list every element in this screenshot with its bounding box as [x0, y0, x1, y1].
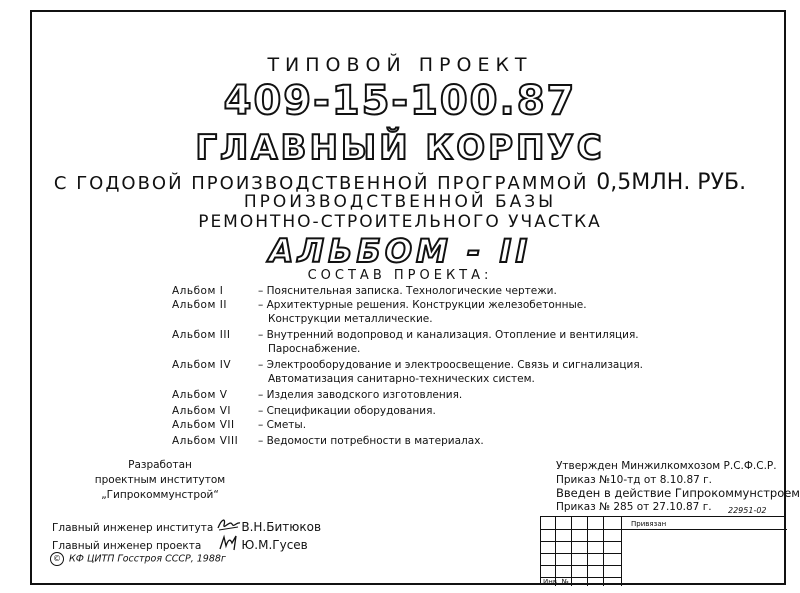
- subtitle-amount: 0,5МЛН. РУБ.: [596, 170, 747, 195]
- album-label: Альбом VII: [172, 419, 235, 431]
- copyright-line: [50, 552, 226, 566]
- list-item: [172, 284, 732, 298]
- album-label: Альбом V: [172, 389, 228, 401]
- stamp-inventory-label: Инв. №: [543, 578, 569, 586]
- album-description: Автоматизация санитарно-технических систем.: [268, 373, 535, 385]
- developer-line: проектным институтом: [94, 474, 226, 486]
- contents-heading: СОСТАВ ПРОЕКТА:: [307, 268, 493, 283]
- signature-name: Ю.М.Гусев: [241, 538, 308, 552]
- album-description: – Архитектурные решения. Конструкции железобетонные.: [258, 299, 587, 311]
- list-item: [172, 298, 732, 326]
- stamp-rule: [587, 517, 588, 586]
- list-item: [172, 418, 732, 432]
- album-description: – Изделия заводского изготовления.: [258, 389, 463, 401]
- album-label: Альбом III: [172, 329, 231, 341]
- copyright-icon: ©: [50, 552, 64, 566]
- copyright-text: КФ ЦИТП Госстроя СССР, 1988г: [69, 553, 226, 565]
- building-title: ГЛАВНЫЙ КОРПУС: [195, 128, 605, 168]
- list-item: [172, 328, 732, 356]
- album-description: Пароснабжение.: [268, 343, 361, 355]
- list-item: [172, 434, 732, 448]
- signature-role: Главный инженер проекта: [52, 540, 202, 552]
- signature-role: Главный инженер института: [52, 522, 214, 534]
- title-stamp: [540, 516, 786, 585]
- sheet-number: 22951-02: [728, 506, 767, 515]
- stamp-rule: [541, 529, 787, 530]
- album-description: – Пояснительная записка. Технологические чертежи.: [258, 285, 557, 297]
- list-item: [172, 358, 732, 386]
- signature-name: В.Н.Битюков: [241, 520, 322, 534]
- developer-name: „Гипрокоммунстрой“: [101, 489, 219, 501]
- handwritten-signature: [216, 534, 242, 552]
- stamp-rule: [541, 565, 621, 566]
- album-label: Альбом II: [172, 299, 227, 311]
- album-label: Альбом I: [172, 285, 224, 297]
- stamp-rule: [603, 517, 604, 586]
- handwritten-signature: [216, 516, 242, 534]
- list-item: [172, 404, 732, 418]
- album-label: Альбом IV: [172, 359, 232, 371]
- subtitle-prefix: С ГОДОВОЙ ПРОИЗВОДСТВЕННОЙ ПРОГРАММОЙ: [53, 173, 589, 194]
- album-description: – Сметы.: [258, 419, 307, 431]
- album-label: Альбом VIII: [172, 435, 239, 447]
- album-description: – Ведомости потребности в материалах.: [258, 435, 484, 447]
- album-description: Конструкции металлические.: [268, 313, 433, 325]
- list-item: [172, 388, 732, 402]
- album-description: – Внутренний водопровод и канализация. Отопление и вентиляция.: [258, 329, 639, 341]
- album-description: – Электрооборудование и электроосвещение. Связь и сигнализация.: [258, 359, 643, 371]
- approval-line: Приказ № 285 от 27.10.87 г.: [556, 500, 712, 513]
- stamp-rule: [541, 541, 621, 542]
- signature-chief-engineer: [52, 520, 321, 534]
- stamp-rule: [555, 517, 556, 586]
- subtitle-line-2: ПРОИЗВОДСТВЕННОЙ БАЗЫ: [243, 192, 557, 212]
- project-number: 409-15-100.87: [223, 78, 577, 124]
- project-series: ТИПОВОЙ ПРОЕКТ: [267, 54, 533, 76]
- contents-list: [172, 284, 732, 448]
- stamp-rule: [571, 517, 572, 586]
- stamp-rule: [621, 517, 622, 586]
- album-description: – Спецификации оборудования.: [258, 405, 436, 417]
- album-label: Альбом VI: [172, 405, 232, 417]
- developer-block: [60, 458, 260, 503]
- album-title: АЛЬБОМ - II: [268, 232, 532, 270]
- approval-line: Приказ №10-тд от 8.10.87 г.: [556, 473, 713, 486]
- stamp-rule: [541, 553, 621, 554]
- developer-line: Разработан: [128, 459, 192, 471]
- stamp-linked-label: Привязан: [631, 520, 667, 528]
- approval-line: Утвержден Минжилкомхозом Р.С.Ф.С.Р.: [556, 460, 777, 472]
- subtitle-line-3: РЕМОНТНО-СТРОИТЕЛЬНОГО УЧАСТКА: [198, 212, 602, 232]
- signature-project-engineer: [52, 538, 308, 552]
- approval-line: Введен в действие Гипрокоммунстроем: [556, 486, 800, 500]
